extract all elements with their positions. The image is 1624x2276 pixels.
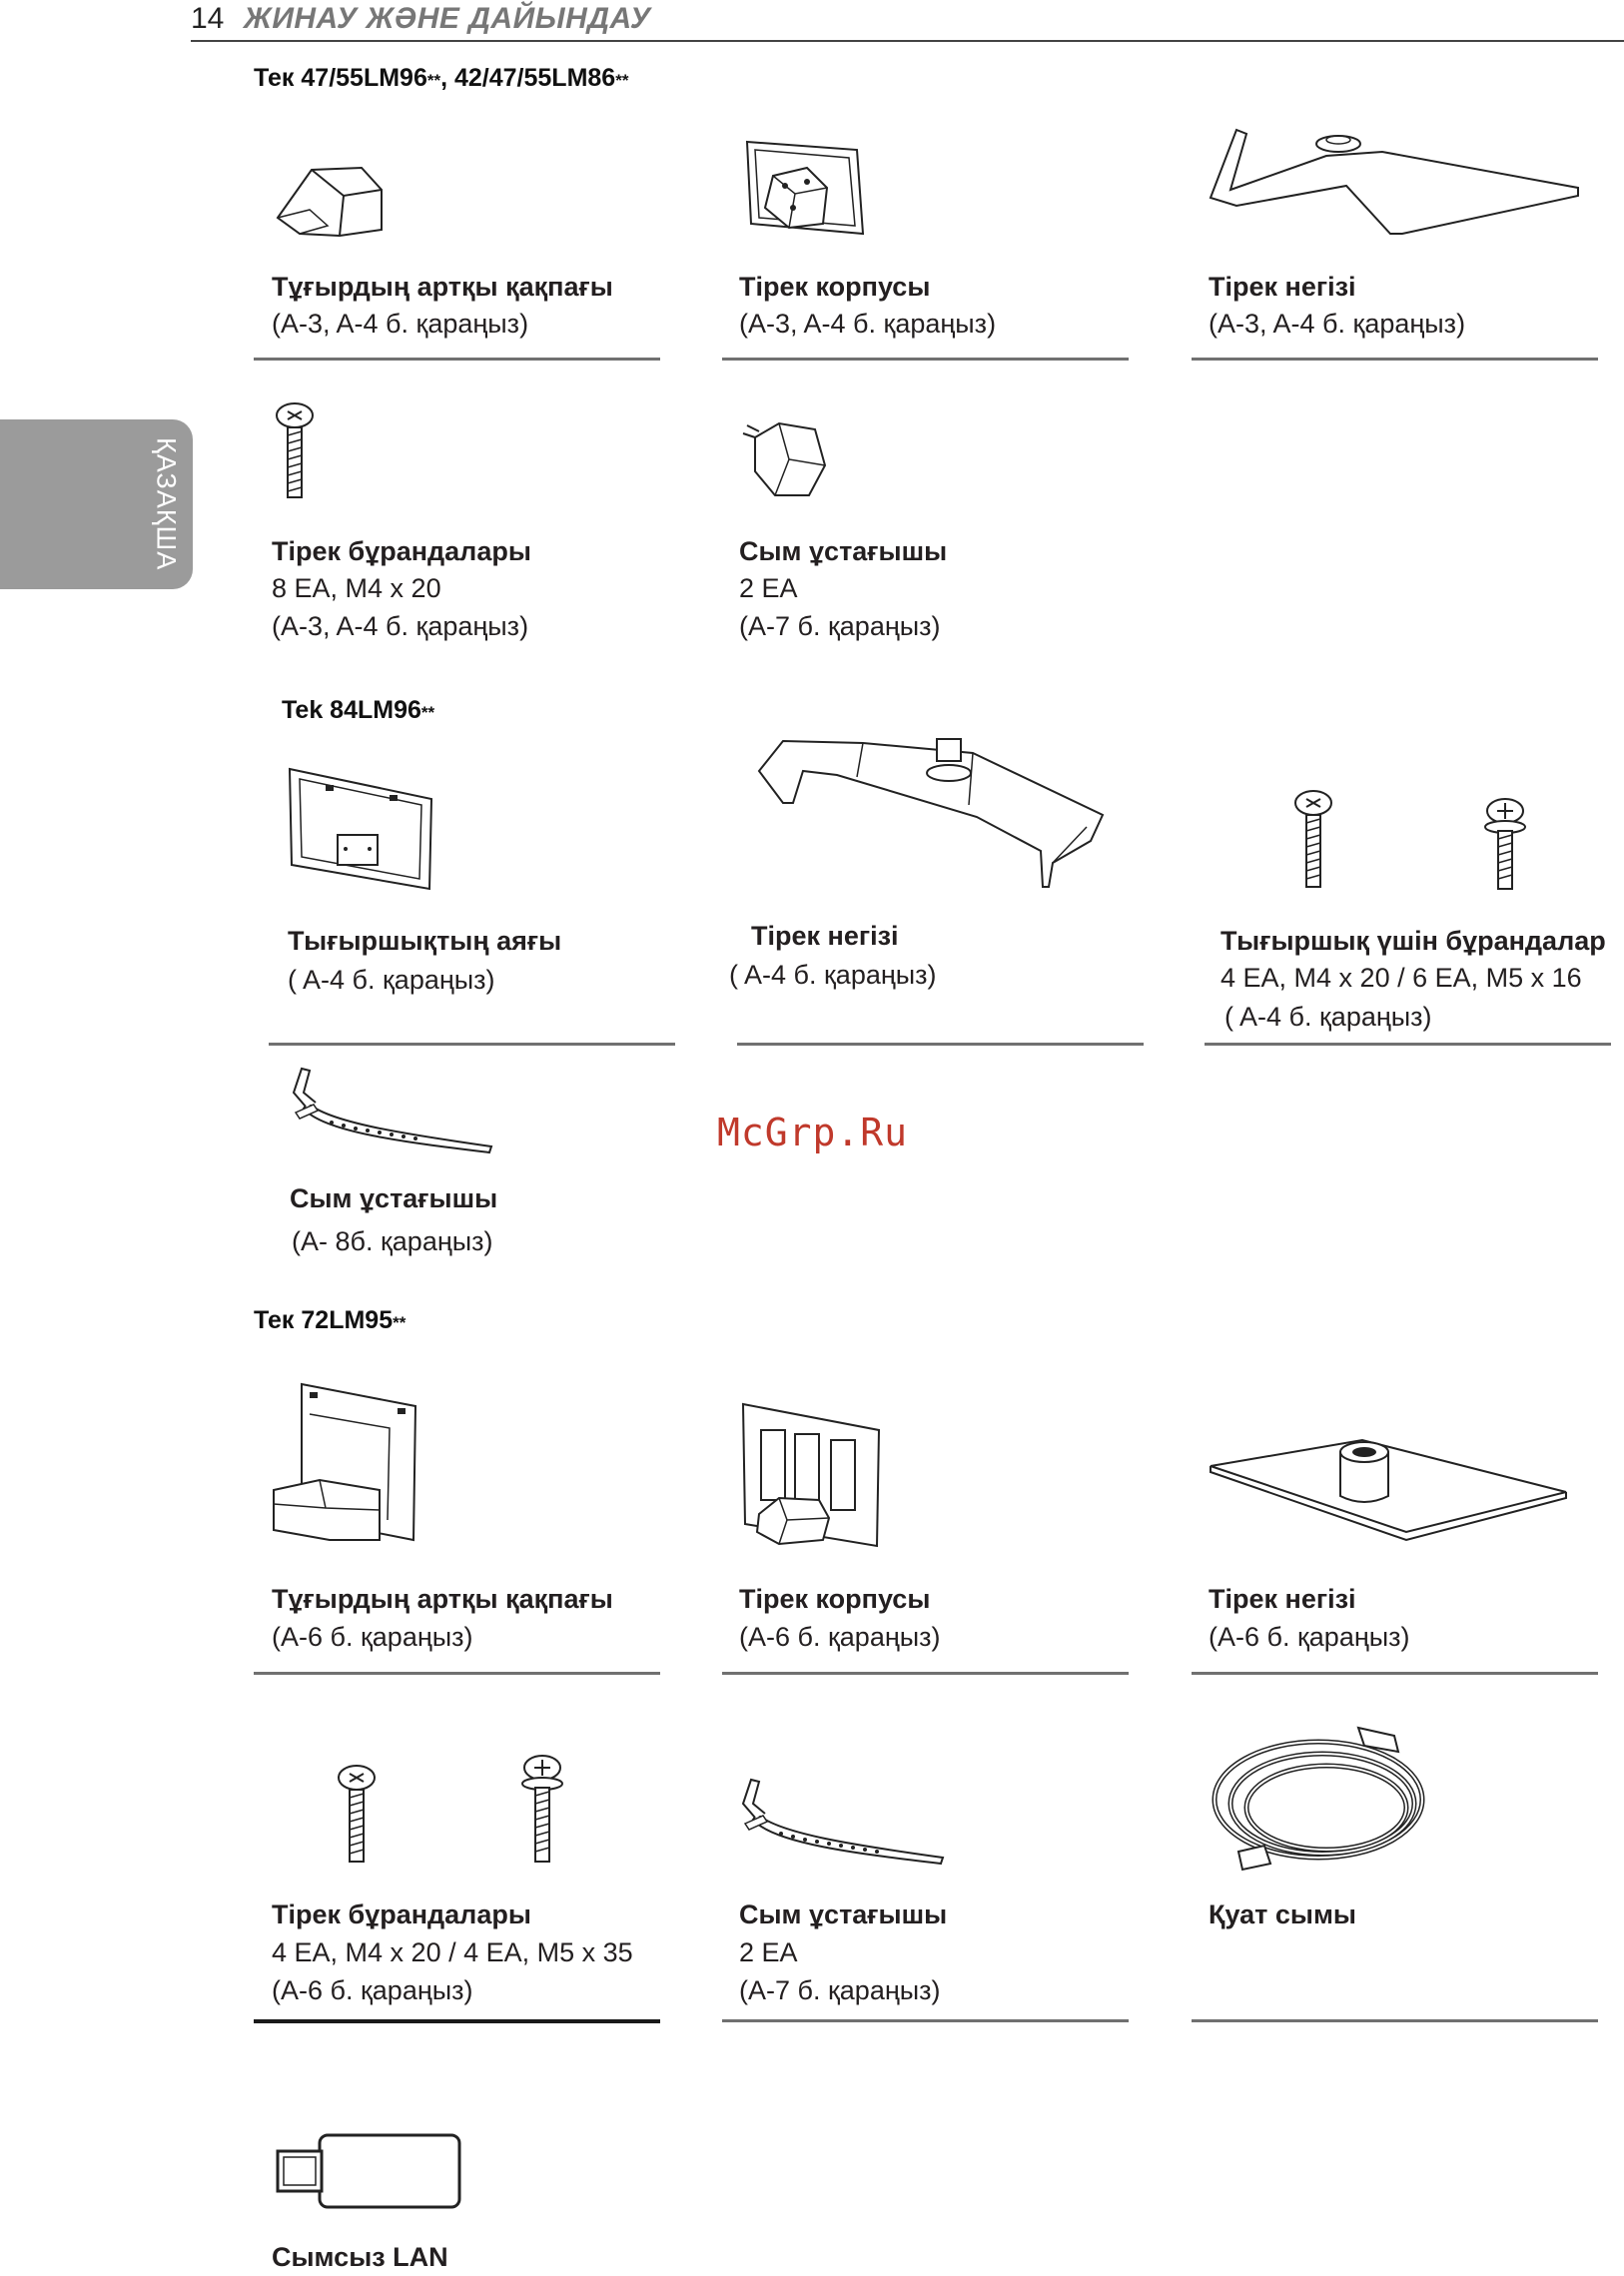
stand-screws-qty: 8 EA, M4 x 20	[272, 573, 441, 603]
item-divider	[1192, 2019, 1598, 2022]
stand-base-84-ref: ( A-4 б. қараңыз)	[729, 960, 937, 990]
pedestal-screws-ref: ( A-4 б. қараңыз)	[1224, 1002, 1432, 1032]
section1-heading-model-a: Тек 47/55LM96	[254, 64, 427, 92]
item-divider	[269, 1043, 675, 1046]
item-divider	[254, 1672, 660, 1675]
section3-heading-stars: **	[393, 1313, 406, 1332]
stand-body-title: Тірек корпусы	[739, 272, 931, 302]
cable-holder-qty: 2 EA	[739, 573, 798, 603]
stand-base-84-title: Тірек негізі	[751, 921, 899, 951]
item-divider	[722, 358, 1129, 361]
stand-base-72-ref: (A-6 б. қараңыз)	[1209, 1622, 1410, 1652]
stand-screw-72-m4-illustration	[334, 1764, 380, 1866]
stand-screws-72-qty: 4 EA, M4 x 20 / 4 EA, M5 x 35	[272, 1937, 633, 1967]
item-divider	[1192, 1672, 1598, 1675]
cable-holder-72-qty: 2 EA	[739, 1937, 798, 1967]
section1-heading-stars-a: **	[426, 71, 441, 90]
wireless-lan-title: Сымсыз LAN	[272, 2242, 448, 2272]
stand-base-title: Тірек негізі	[1209, 272, 1356, 302]
cable-tie-ref: (A- 8б. қараңыз)	[292, 1226, 493, 1256]
power-cord-illustration	[1209, 1724, 1448, 1872]
stand-screws-title: Тірек бұрандалары	[272, 536, 531, 566]
cable-holder-72-illustration	[737, 1774, 949, 1866]
pedestal-screw-m4-illustration	[1290, 789, 1336, 891]
stand-screws-ref: (A-3, A-4 б. қараңыз)	[272, 611, 529, 641]
page-title: ЖИНАУ ЖӘНЕ ДАЙЫНДАУ	[244, 2, 651, 35]
language-label: ҚАЗАҚША	[151, 437, 182, 571]
stand-rear-cover-illustration	[270, 160, 390, 240]
page-number: 14	[191, 2, 225, 35]
stand-rear-cover-title: Тұғырдың артқы қақпағы	[272, 272, 613, 302]
stand-body-72-ref: (A-6 б. қараңыз)	[739, 1622, 941, 1652]
item-divider	[1192, 358, 1598, 361]
item-divider	[254, 358, 660, 361]
cable-holder-title: Сым ұстағышы	[739, 536, 948, 566]
pedestal-screws-title: Тығыршық үшін бұрандалар	[1220, 926, 1606, 956]
watermark: McGrp.Ru	[717, 1111, 909, 1154]
cable-holder-72-ref: (A-7 б. қараңыз)	[739, 1975, 941, 2005]
pedestal-leg-ref: ( A-4 б. қараңыз)	[288, 965, 495, 995]
section3-heading	[254, 1306, 406, 1335]
stand-body-72-illustration	[739, 1400, 885, 1548]
language-side-tab-text	[146, 419, 186, 589]
section2-heading-model: Tek 84LM96	[282, 696, 421, 724]
section1-heading	[254, 64, 628, 93]
item-divider	[722, 2019, 1129, 2022]
pedestal-leg-illustration	[286, 765, 435, 893]
wireless-lan-dongle-illustration	[274, 2133, 463, 2209]
stand-rear-cover-ref: (A-3, A-4 б. қараңыз)	[272, 309, 529, 339]
pedestal-screws-qty: 4 EA, M4 x 20 / 6 EA, M5 x 16	[1220, 963, 1582, 993]
power-cord-title: Қуат сымы	[1209, 1899, 1356, 1929]
item-divider	[1205, 1043, 1611, 1046]
section3-heading-model: Тек 72LM95	[254, 1306, 394, 1334]
section2-heading	[282, 696, 434, 725]
stand-rear-cover-72-title: Тұғырдың артқы қақпағы	[272, 1584, 613, 1614]
stand-base-illustration	[1207, 126, 1586, 238]
item-divider	[254, 2019, 660, 2023]
cable-tie-illustration	[288, 1063, 497, 1154]
cable-tie-title: Сым ұстағышы	[290, 1183, 498, 1213]
stand-base-84-illustration	[753, 731, 1115, 891]
cable-holder-72-title: Сым ұстағышы	[739, 1899, 948, 1929]
section2-heading-stars: **	[420, 703, 435, 722]
pedestal-screw-m5-illustration	[1482, 797, 1528, 893]
stand-body-72-title: Тірек корпусы	[739, 1584, 931, 1614]
stand-screw-72-m5-illustration	[519, 1754, 565, 1866]
stand-rear-cover-72-illustration	[270, 1380, 419, 1542]
cable-holder-ref: (A-7 б. қараңыз)	[739, 611, 941, 641]
stand-base-72-title: Тірек негізі	[1209, 1584, 1356, 1614]
cable-holder-illustration	[739, 419, 829, 501]
item-divider	[737, 1043, 1144, 1046]
section1-heading-stars-b: **	[615, 71, 629, 90]
stand-screws-72-ref: (A-6 б. қараңыз)	[272, 1975, 473, 2005]
stand-screw-illustration	[272, 401, 318, 501]
stand-body-illustration	[737, 138, 867, 238]
header-rule	[191, 40, 1624, 42]
section1-heading-model-b: , 42/47/55LM86	[440, 64, 616, 92]
stand-rear-cover-72-ref: (A-6 б. қараңыз)	[272, 1622, 473, 1652]
item-divider	[722, 1672, 1129, 1675]
stand-base-72-illustration	[1207, 1432, 1570, 1544]
stand-body-ref: (A-3, A-4 б. қараңыз)	[739, 309, 997, 339]
stand-screws-72-title: Тірек бұрандалары	[272, 1899, 531, 1929]
stand-base-ref: (A-3, A-4 б. қараңыз)	[1209, 309, 1466, 339]
pedestal-leg-title: Тығыршықтың аяғы	[288, 926, 562, 956]
